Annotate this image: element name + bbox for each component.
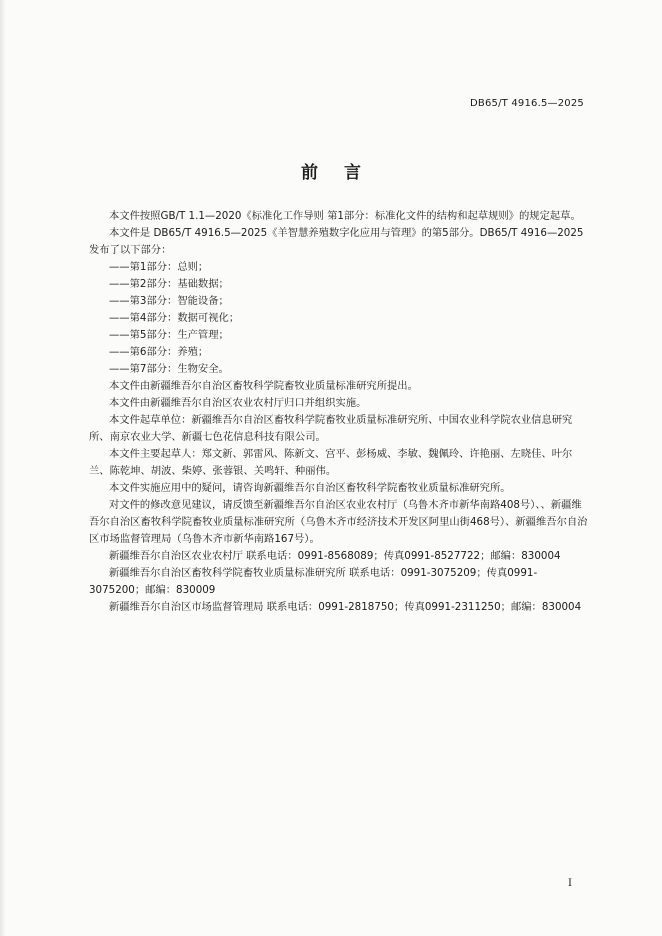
list-item: ——第1部分：总则； <box>109 261 209 273</box>
document-code: DB65/T 4916.5—2025 <box>470 98 584 109</box>
paragraph-inquiry: 本文件实施应用中的疑问，请咨询新疆维吾尔自治区畜牧科学院畜牧业质量标准研究所。 <box>109 482 511 494</box>
paragraph-responsible: 本文件由新疆维吾尔自治区农业农村厅归口并组织实施。 <box>109 397 367 409</box>
parts-list <box>89 259 589 378</box>
page-number: I <box>568 878 572 889</box>
contact-market-regulation: 新疆维吾尔自治区市场监督管理局 联系电话：0991-2818750；传真0991-2311250；邮编：830004 <box>109 601 582 613</box>
page-title: 前言 <box>301 163 387 183</box>
list-item: ——第4部分：数据可视化； <box>109 312 240 324</box>
paragraph-drafting-basis: 本文件按照GB/T 1.1—2020《标准化工作导则 第1部分：标准化文件的结构和起草规则》的规定起草。 <box>109 210 581 222</box>
contact-standards-institute: 新疆维吾尔自治区畜牧科学院畜牧业质量标准研究所 联系电话：0991-3075209；传真0991-3075200；邮编：830009 <box>89 567 538 596</box>
list-item: ——第7部分：生物安全。 <box>109 363 229 375</box>
contact-agriculture-dept: 新疆维吾尔自治区农业农村厅 联系电话：0991-8568089；传真0991-8527722；邮编：830004 <box>109 550 561 562</box>
foreword-body <box>89 208 589 616</box>
paragraph-part-info: 本文件是 DB65/T 4916.5—2025《羊智慧养殖数字化应用与管理》的第5部分。DB65/T 4916—2025发布了以下部分： <box>89 227 584 256</box>
paragraph-proposer: 本文件由新疆维吾尔自治区畜牧科学院畜牧业质量标准研究所提出。 <box>109 380 418 392</box>
paragraph-drafting-units: 本文件起草单位：新疆维吾尔自治区畜牧科学院畜牧业质量标准研究所、中国农业科学院农业信息研究所、南京农业大学、新疆七色花信息科技有限公司。 <box>89 414 573 443</box>
list-item: ——第6部分：养殖； <box>109 346 209 358</box>
list-item: ——第2部分：基础数据； <box>109 278 229 290</box>
paragraph-feedback: 对文件的修改意见建议，请反馈至新疆维吾尔自治区农业农村厅（乌鲁木齐市新华南路408号）、、新疆维吾尔自治区畜牧科学院畜牧业质量标准研究所（乌鲁木齐市经济技术开发区阿里山街468号）、新疆维吾尔自治区市场监督管理局（乌鲁木齐市新华南路167号）。 <box>89 499 588 545</box>
paragraph-drafters: 本文件主要起草人：郑文新、郭雷风、陈新文、宫平、彭杨威、李敏、魏佩玲、许艳丽、左晓佳、叶尔兰、陈乾坤、胡波、柴婷、张蓉银、关鸣轩、种丽伟。 <box>89 448 573 477</box>
scan-edge <box>0 0 6 936</box>
list-item: ——第3部分：智能设备； <box>109 295 229 307</box>
list-item: ——第5部分：生产管理； <box>109 329 229 341</box>
